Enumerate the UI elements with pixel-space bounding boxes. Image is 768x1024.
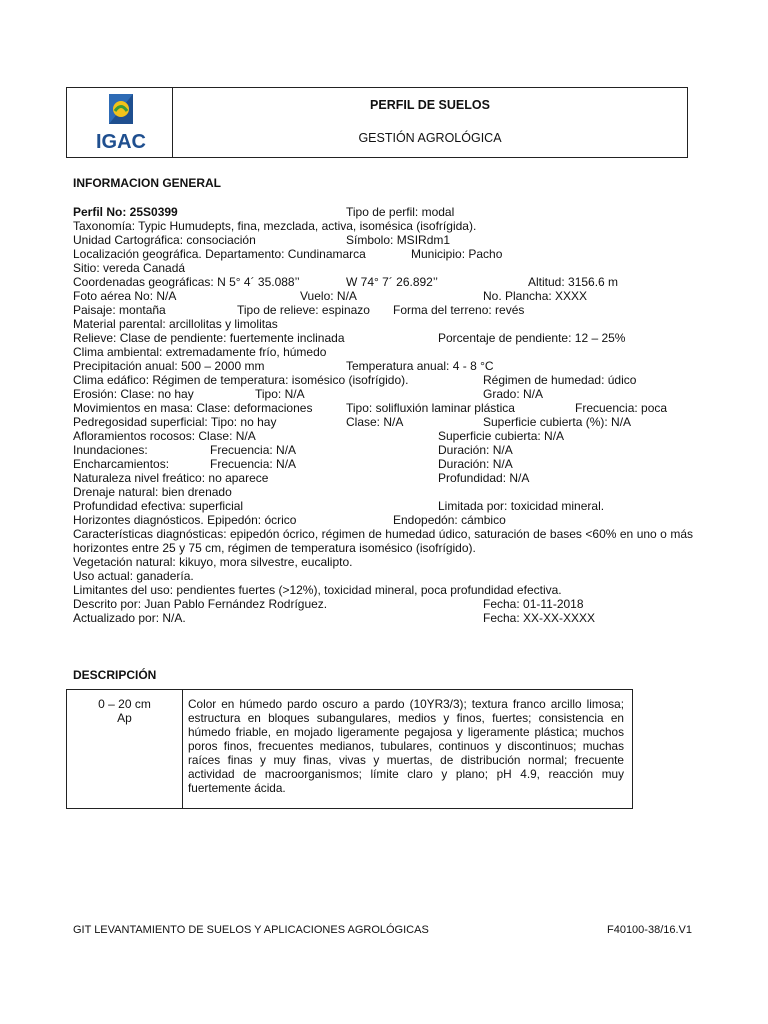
material-parental: Material parental: arcillolitas y limolitas bbox=[73, 317, 278, 331]
document-header bbox=[66, 87, 688, 158]
caracteristicas-diagnosticas: Características diagnósticas: epipedón ócrico, régimen de humedad údico, saturación de bases <60% en uno o más horizontes entre 25 y 75 cm, régimen de temperatura isomésico (isofrígido). bbox=[73, 527, 693, 555]
horizon-depth: 0 – 20 cm bbox=[98, 697, 151, 711]
afloramientos: Afloramientos rocosos: Clase: N/A bbox=[73, 429, 256, 443]
clima-edafico: Clima edáfico: Régimen de temperatura: isomésico (isofrígido). bbox=[73, 373, 409, 387]
info-heading: INFORMACION GENERAL bbox=[73, 176, 221, 190]
movimientos-masa: Movimientos en masa: Clase: deformaciones bbox=[73, 401, 313, 415]
descrito-por: Descrito por: Juan Pablo Fernández Rodríguez. bbox=[73, 597, 328, 611]
encharcamientos-duracion: Duración: N/A bbox=[438, 457, 513, 471]
regimen-humedad: Régimen de humedad: údico bbox=[483, 373, 637, 387]
desc-heading: DESCRIPCIÓN bbox=[73, 668, 157, 682]
footer-code: F40100-38/16.V1 bbox=[606, 924, 692, 936]
afloramientos-superficie: Superficie cubierta: N/A bbox=[438, 429, 565, 443]
localizacion: Localización geográfica. Departamento: Cundinamarca bbox=[73, 247, 366, 261]
paisaje: Paisaje: montaña bbox=[73, 303, 166, 317]
horizon-id-cell bbox=[67, 690, 183, 808]
perfil: Perfil No: 25S0399 bbox=[73, 205, 178, 219]
altitud: Altitud: 3156.6 m bbox=[528, 275, 619, 289]
limitada-por: Limitada por: toxicidad mineral. bbox=[438, 499, 605, 513]
inundaciones: Inundaciones: bbox=[73, 443, 148, 457]
endopedon: Endopedón: cámbico bbox=[393, 513, 506, 527]
fecha-actualizacion: Fecha: XX-XX-XXXX bbox=[483, 611, 596, 625]
simbolo: Símbolo: MSIRdm1 bbox=[346, 233, 451, 247]
encharcamientos-frecuencia: Frecuencia: N/A bbox=[210, 457, 297, 471]
vegetacion-natural: Vegetación natural: kikuyo, mora silvestre, eucalipto. bbox=[73, 555, 353, 569]
forma-terreno: Forma del terreno: revés bbox=[393, 303, 525, 317]
horizon-table bbox=[66, 689, 633, 809]
pedregosidad-clase: Clase: N/A bbox=[346, 415, 404, 429]
document-title: PERFIL DE SUELOS bbox=[370, 98, 490, 112]
precipitacion: Precipitación anual: 500 – 2000 mm bbox=[73, 359, 265, 373]
sitio: Sitio: vereda Canadá bbox=[73, 261, 186, 275]
erosion-tipo: Tipo: N/A bbox=[255, 387, 305, 401]
inundaciones-frecuencia: Frecuencia: N/A bbox=[210, 443, 297, 457]
logo-cell bbox=[67, 88, 173, 157]
relieve: Relieve: Clase de pendiente: fuertemente inclinada bbox=[73, 331, 345, 345]
porcentaje-pendiente: Porcentaje de pendiente: 12 – 25% bbox=[438, 331, 626, 345]
horizontes-diagnosticos: Horizontes diagnósticos. Epipedón: ócrico bbox=[73, 513, 297, 527]
temperatura: Temperatura anual: 4 - 8 °C bbox=[346, 359, 494, 373]
document-subtitle: GESTIÓN AGROLÓGICA bbox=[358, 131, 502, 145]
footer-left: GIT LEVANTAMIENTO DE SUELOS Y APLICACIONES AGROLÓGICAS bbox=[73, 924, 429, 936]
taxonomia: Taxonomía: Typic Humudepts, fina, mezclada, activa, isomésica (isofrígida). bbox=[73, 219, 477, 233]
pedregosidad-superficie: Superficie cubierta (%): N/A bbox=[483, 415, 632, 429]
profundidad-efectiva: Profundidad efectiva: superficial bbox=[73, 499, 244, 513]
coordenada-w: W 74° 7´ 26.892’’ bbox=[346, 275, 438, 289]
horizon-name: Ap bbox=[117, 711, 132, 725]
municipio: Municipio: Pacho bbox=[411, 247, 503, 261]
fecha-descripcion: Fecha: 01-11-2018 bbox=[483, 597, 584, 611]
drenaje-natural: Drenaje natural: bien drenado bbox=[73, 485, 232, 499]
title-cell bbox=[173, 88, 687, 157]
igac-logo bbox=[85, 92, 157, 154]
clima-ambiental: Clima ambiental: extremadamente frío, húmedo bbox=[73, 345, 327, 359]
movimientos-tipo: Tipo: solifluxión laminar plástica bbox=[346, 401, 515, 415]
encharcamientos: Encharcamientos: bbox=[73, 457, 170, 471]
limitantes-uso: Limitantes del uso: pendientes fuertes (>12%), toxicidad mineral, poca profundidad efectiva. bbox=[73, 583, 562, 597]
movimientos-frecuencia: Frecuencia: poca bbox=[575, 401, 668, 415]
profundidad: Profundidad: N/A bbox=[438, 471, 530, 485]
plancha: No. Plancha: XXXX bbox=[483, 289, 588, 303]
coordenadas: Coordenadas geográficas: N 5° 4´ 35.088’’ bbox=[73, 275, 300, 289]
logo-text: IGAC bbox=[96, 131, 146, 153]
vuelo: Vuelo: N/A bbox=[300, 289, 357, 303]
horizon-description: Color en húmedo pardo oscuro a pardo (10YR3/3); textura franco arcillo limosa; estructura en bloques subangulares, medios y finos, fuertes; consistencia en húmedo friable, en mojado ligeramente pegajosa y ligeramente plástica; muchos poros finos, frecuentes medianos, tubulares, continuos y discontinuos; muchas raíces finas y muy finas, vivas y muertas, de distribución normal; frecuente actividad de macroorganismos; límite claro y plano; pH 4.9, reacción muy fuertemente ácida. bbox=[188, 697, 624, 795]
foto-aerea: Foto aérea No: N/A bbox=[73, 289, 177, 303]
erosion-grado: Grado: N/A bbox=[483, 387, 544, 401]
inundaciones-duracion: Duración: N/A bbox=[438, 443, 513, 457]
tipo-perfil: Tipo de perfil: modal bbox=[346, 205, 455, 219]
nivel-freatico: Naturaleza nivel freático: no aparece bbox=[73, 471, 269, 485]
actualizado-por: Actualizado por: N/A. bbox=[73, 611, 186, 625]
uso-actual: Uso actual: ganadería. bbox=[73, 569, 194, 583]
tipo-relieve: Tipo de relieve: espinazo bbox=[237, 303, 370, 317]
pedregosidad: Pedregosidad superficial: Tipo: no hay bbox=[73, 415, 277, 429]
erosion: Erosión: Clase: no hay bbox=[73, 387, 194, 401]
unidad-cartografica: Unidad Cartográfica: consociación bbox=[73, 233, 256, 247]
